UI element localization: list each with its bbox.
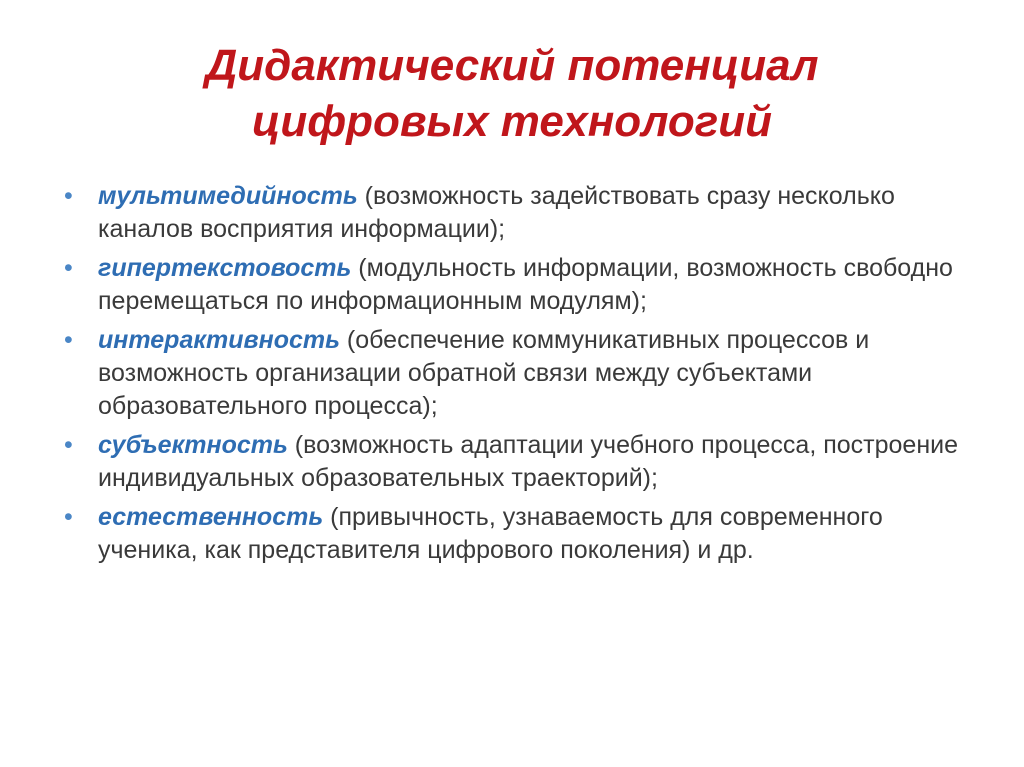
bullet-description: (модульность информации, возможность свободно перемещаться по информационным модулям); bbox=[98, 254, 953, 315]
bullet-description: (возможность адаптации учебного процесса, построение индивидуальных образовательных траекторий); bbox=[98, 431, 959, 492]
bullet-dot-icon: • bbox=[64, 431, 73, 459]
bullet-dot-icon: • bbox=[64, 182, 73, 210]
bullet-item-interactivity bbox=[64, 324, 964, 423]
bullet-description: (возможность задействовать сразу несколько каналов восприятия информации); bbox=[98, 182, 895, 243]
bullet-list bbox=[64, 180, 964, 573]
slide-title-line-2: цифровых технологий bbox=[251, 97, 773, 146]
bullet-term: естественность bbox=[98, 503, 324, 531]
bullet-description: (привычность, узнаваемость для современного ученика, как представителя цифрового поколения) и др. bbox=[98, 503, 883, 564]
bullet-term: субъектность bbox=[98, 431, 288, 459]
slide-title bbox=[0, 38, 1024, 150]
bullet-dot-icon: • bbox=[64, 254, 73, 282]
bullet-dot-icon: • bbox=[64, 503, 73, 531]
bullet-item-subjectivity bbox=[64, 429, 964, 495]
bullet-dot-icon: • bbox=[64, 326, 73, 354]
bullet-term: гипертекстовость bbox=[98, 254, 352, 282]
bullet-description: (обеспечение коммуникативных процессов и возможность организации обратной связи между субъектами образовательного процесса); bbox=[98, 326, 870, 420]
bullet-item-hypertext bbox=[64, 252, 964, 318]
bullet-term: интерактивность bbox=[98, 326, 340, 354]
bullet-term: мультимедийность bbox=[98, 182, 358, 210]
slide-title-line-1: Дидактический потенциал bbox=[205, 41, 819, 90]
bullet-item-naturalness bbox=[64, 501, 964, 567]
bullet-item-multimedia bbox=[64, 180, 964, 246]
